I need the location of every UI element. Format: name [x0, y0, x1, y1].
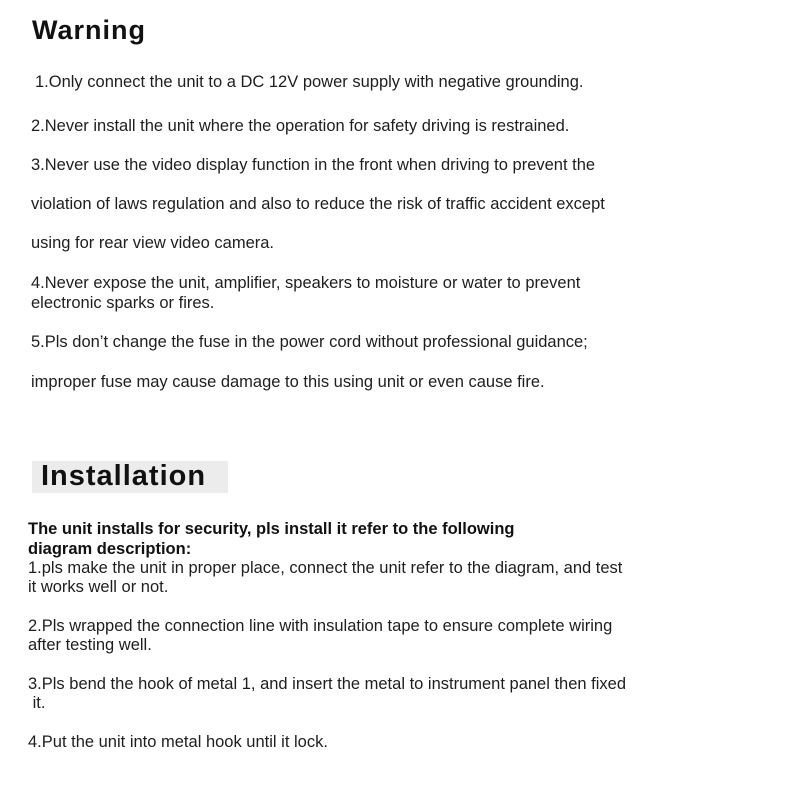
warning-heading: Warning: [32, 15, 146, 45]
warning-item-3-line-2: violation of laws regulation and also to reduce the risk of traffic accident except: [31, 195, 605, 213]
installation-step-2-line-1: 2.Pls wrapped the connection line with insulation tape to ensure complete wiring: [28, 617, 613, 635]
installation-intro-line-2: diagram description:: [28, 540, 192, 558]
installation-step-4: 4.Put the unit into metal hook until it lock.: [28, 733, 328, 751]
warning-item-3-line-1: 3.Never use the video display function in the front when driving to prevent the: [31, 156, 596, 174]
installation-heading: Installation: [41, 460, 207, 492]
warning-item-2: 2.Never install the unit where the operation for safety driving is restrained.: [31, 117, 570, 135]
installation-step-1-line-1: 1.pls make the unit in proper place, connect the unit refer to the diagram, and test: [28, 559, 623, 577]
warning-item-4-line-2: electronic sparks or fires.: [31, 294, 215, 312]
installation-step-3-line-2: it.: [28, 694, 46, 712]
installation-step-3-line-1: 3.Pls bend the hook of metal 1, and insert the metal to instrument panel then fixed: [28, 675, 627, 693]
warning-item-5-line-1: 5.Pls don’t change the fuse in the power cord without professional guidance;: [31, 333, 588, 351]
warning-item-3-line-3: using for rear view video camera.: [31, 234, 275, 252]
warning-item-4-line-1: 4.Never expose the unit, amplifier, speakers to moisture or water to prevent: [31, 274, 581, 292]
warning-item-1: 1.Only connect the unit to a DC 12V power supply with negative grounding.: [35, 73, 584, 91]
warning-item-5-line-2: improper fuse may cause damage to this using unit or even cause fire.: [31, 373, 545, 391]
installation-step-2-line-2: after testing well.: [28, 636, 152, 654]
installation-intro-line-1: The unit installs for security, pls install it refer to the following: [28, 520, 515, 538]
installation-step-1-line-2: it works well or not.: [28, 578, 169, 596]
